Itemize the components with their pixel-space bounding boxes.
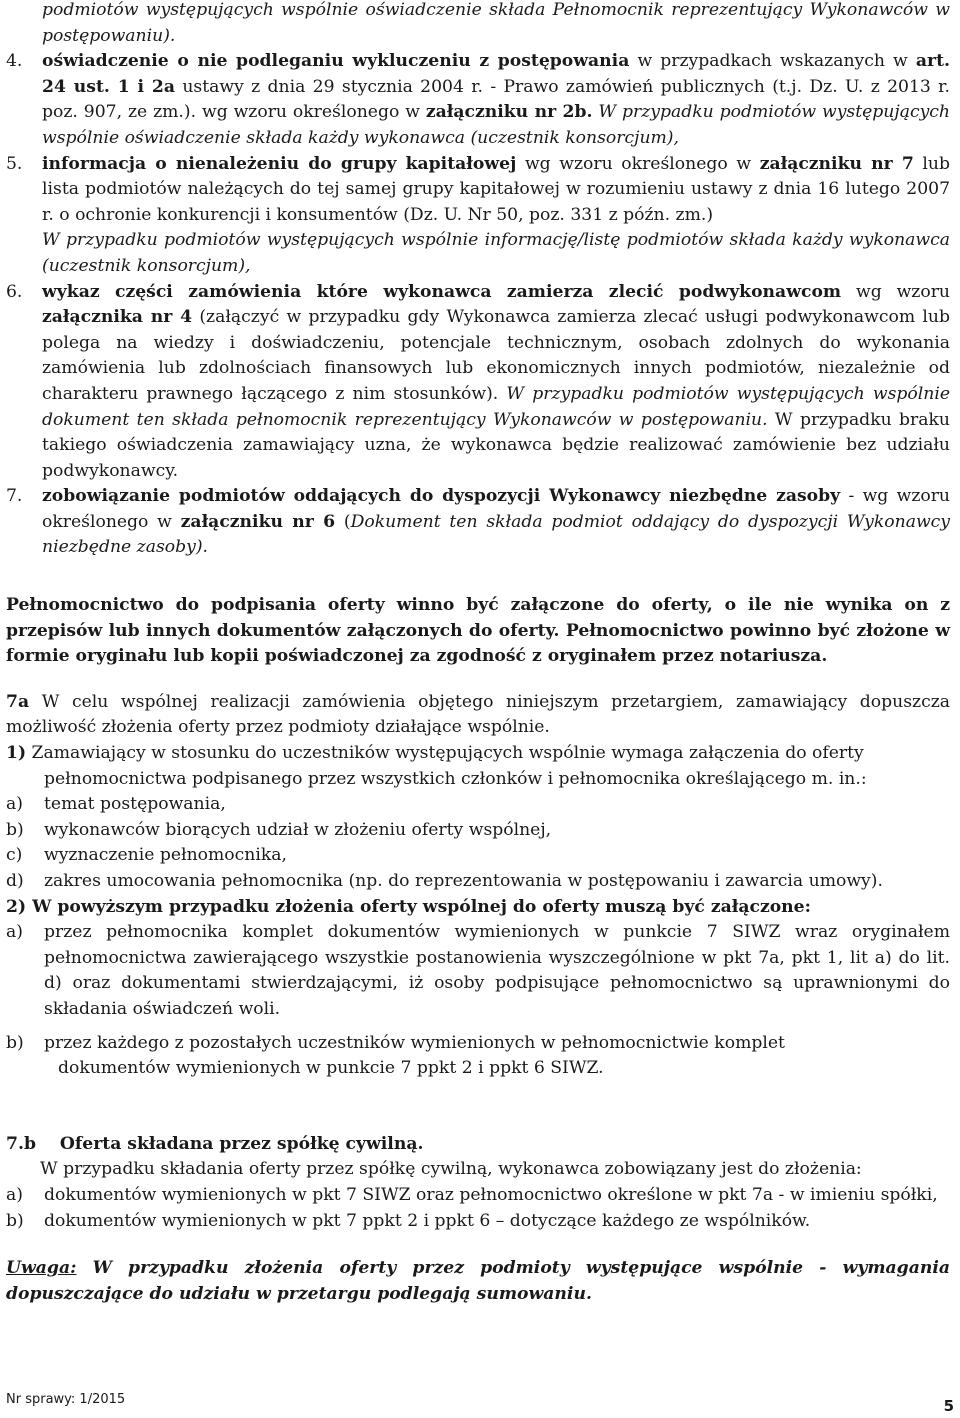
list-item-4 <box>6 49 950 151</box>
item-bold: art. 24 ust. 1 i 2a <box>42 51 950 97</box>
item-number: 5. <box>6 153 23 174</box>
note-text: W przypadku złożenia oferty przez podmioty występujące wspólnie - wymagania dopuszczające do udziału w przetargu podlegają sumowaniu. <box>6 1258 950 1304</box>
power-of-attorney-text: Pełnomocnictwo do podpisania oferty winno być załączone do oferty, o ile nie wynika on z przepisów lub innych dokumentów załączonych do oferty. Pełnomocnictwo powinno być złożone w formie oryginału lub kopii poświadczonej za zgodność z oryginałem przez notariusza. <box>6 595 950 667</box>
item-body <box>42 152 950 280</box>
list-text: wyznaczenie pełnomocnika, <box>44 845 287 866</box>
item-body <box>42 280 950 485</box>
item-body <box>42 484 950 561</box>
case-number: Nr sprawy: 1/2015 <box>6 1392 126 1407</box>
list-item-7 <box>6 484 950 561</box>
list-item-continuation <box>6 1056 950 1082</box>
section-7a-point-1 <box>6 741 950 767</box>
list-text: przez każdego z pozostałych uczestników wymienionych w pełnomocnictwie komplet <box>44 1032 785 1053</box>
note-label: Uwaga: <box>6 1258 77 1279</box>
note-paragraph <box>6 1256 950 1307</box>
item-text: W przypadku braku takiego oświadczenia zamawiający uzna, że wykonawca będzie realizować zamówienie bez udziału podwykonawcy. <box>42 409 950 481</box>
list-text: przez pełnomocnika komplet dokumentów wymienionych w punkcie 7 SIWZ wraz oryginałem pełnomocnictwa zawierającego wszystkie postanowienia wyszczególnione w pkt 7a, pkt 1, lit a) do lit. d) oraz dokumentami stwierdzającymi, iż osoby podpisujące pełnomocnictwo są uprawnionymi do składania oświadczeń woli. <box>44 922 950 1019</box>
item-bold: załączniku nr 6 <box>180 511 336 532</box>
list-text: dokumentów wymienionych w pkt 7 SIWZ oraz pełnomocnictwo określone w pkt 7a - w imieniu spółki, <box>44 1184 938 1205</box>
section-intro-text: W celu wspólnej realizacji zamówienia objętego niniejszym przetargiem, zamawiający dopuszcza możliwość złożenia oferty przez podmioty działające wspólnie. <box>6 691 950 738</box>
list-marker: a) <box>6 1184 23 1205</box>
power-of-attorney-paragraph <box>6 593 950 670</box>
item-text: ustawy z dnia 29 stycznia 2004 r. - Prawo zamówień publicznych (t.j. Dz. U. z 2013 r. poz. 907, ze zm.). wg wzoru określonego w <box>42 76 950 123</box>
point-text: Zamawiający w stosunku do uczestników występujących wspólnie wymaga załączenia do oferty <box>26 743 864 764</box>
item-number: 6. <box>6 281 23 302</box>
list-text: dokumentów wymienionych w punkcie 7 ppkt 2 i ppkt 6 SIWZ. <box>58 1058 604 1079</box>
continuation-paragraph <box>6 0 950 49</box>
item-italic: Dokument ten składa podmiot oddający do dyspozycji Wykonawcy niezbędne zasoby). <box>42 511 950 558</box>
list-text: zakres umocowania pełnomocnika (np. do reprezentowania w postępowaniu i zawarcia umowy). <box>44 871 883 891</box>
list-text: temat postępowania, <box>44 794 226 815</box>
list-item-5 <box>6 152 950 280</box>
item-bold: załączniku nr 7 <box>759 153 914 174</box>
item-italic: W przypadku podmiotów występujących wspólnie oświadczenie składa każdy wykonawca (uczestnik konsorcjum), <box>42 102 950 148</box>
section-7a-point-2-heading <box>6 895 950 921</box>
item-bold: oświadczenie o nie podleganiu wykluczeniu z postępowania <box>42 51 630 72</box>
list-item <box>6 1183 950 1209</box>
item-bold: wykaz części zamówienia które wykonawca zamierza zlecić podwykonawcom <box>42 281 842 302</box>
section-heading: 7.b Oferta składana przez spółkę cywilną. <box>6 1133 424 1154</box>
item-bold: zobowiązanie podmiotów oddających do dyspozycji Wykonawcy niezbędne zasoby <box>42 486 841 507</box>
continuation-text: podmiotów występujących wspólnie oświadczenie składa Pełnomocnik reprezentujący Wykonawców w postępowaniu). <box>42 0 950 46</box>
item-text: (załączyć w przypadku gdy Wykonawca zamierza zlecać usługi podwykonawcom lub polega na wiedzy i doświadczeniu, potencjale technicznym, osobach zdolnych do wykonania zamówienia lub zdolnościach finansowych lub ekonomicznych innych podmiotów, niezależnie od charakteru prawnego łączącego z nim stosunków). <box>42 307 950 404</box>
section-7b-intro <box>6 1157 950 1183</box>
item-text: wg wzoru określonego w <box>516 153 760 174</box>
point-label: 1) <box>6 743 27 764</box>
page-number: 5 <box>943 1397 954 1415</box>
item-number: 7. <box>6 486 23 507</box>
list-item <box>6 1031 950 1057</box>
item-italic: W przypadku podmiotów występujących wspólnie informację/listę podmiotów składa każdy wykonawca (uczestnik konsorcjum), <box>42 230 950 276</box>
list-item <box>6 792 950 818</box>
list-item <box>6 920 950 1022</box>
list-marker: b) <box>6 1032 24 1053</box>
list-text: dokumentów wymienionych w pkt 7 ppkt 2 i ppkt 6 – dotyczące każdego ze wspólników. <box>44 1210 811 1231</box>
item-bold: załączniku nr 2b. <box>425 102 593 123</box>
section-7b-heading <box>6 1132 950 1158</box>
list-item <box>6 843 950 869</box>
list-item-6 <box>6 280 950 485</box>
list-marker: b) <box>6 819 24 840</box>
item-text: wg wzoru <box>841 281 950 302</box>
list-text: wykonawców biorących udział w złożeniu oferty wspólnej, <box>44 819 552 840</box>
item-italic: W przypadku podmiotów występujących wspólnie dokument ten składa pełnomocnik reprezentujący Wykonawców w postępowaniu. <box>42 383 951 430</box>
section-7a-intro <box>6 690 950 741</box>
item-bold: informacja o nienależeniu do grupy kapitałowej <box>42 153 517 174</box>
list-marker: b) <box>6 1210 24 1231</box>
list-marker: a) <box>6 922 23 943</box>
point-heading: 2) W powyższym przypadku złożenia oferty wspólnej do oferty muszą być załączone: <box>6 896 811 917</box>
list-item <box>6 1209 950 1235</box>
item-text: w przypadkach wskazanych w <box>629 51 916 72</box>
item-bold: załącznika nr 4 <box>42 307 193 328</box>
list-marker: c) <box>6 845 23 866</box>
list-item <box>6 818 950 844</box>
item-number: 4. <box>6 51 23 72</box>
section-intro-text: W przypadku składania oferty przez spółkę cywilną, wykonawca zobowiązany jest do złożenia: <box>40 1159 862 1180</box>
item-body <box>42 49 950 151</box>
item-text: ( <box>335 511 351 532</box>
item-text: lub lista podmiotów należących do tej samej grupy kapitałowej w rozumieniu ustawy z dnia 16 lutego 2007 r. o ochronie konkurencji i konsumentów (Dz. U. Nr 50, poz. 331 z późn. zm.) <box>42 153 950 225</box>
section-label: 7a <box>6 691 30 712</box>
point-text: pełnomocnictwa podpisanego przez wszystkich członków i pełnomocnika określającego m. in.: <box>44 768 867 789</box>
document-page <box>6 0 950 1307</box>
section-7a-point-1-continuation <box>6 767 950 793</box>
item-text: - wg wzoru określonego w <box>42 486 951 532</box>
list-item <box>6 869 950 895</box>
list-marker: a) <box>6 794 23 815</box>
list-marker: d) <box>6 871 24 891</box>
